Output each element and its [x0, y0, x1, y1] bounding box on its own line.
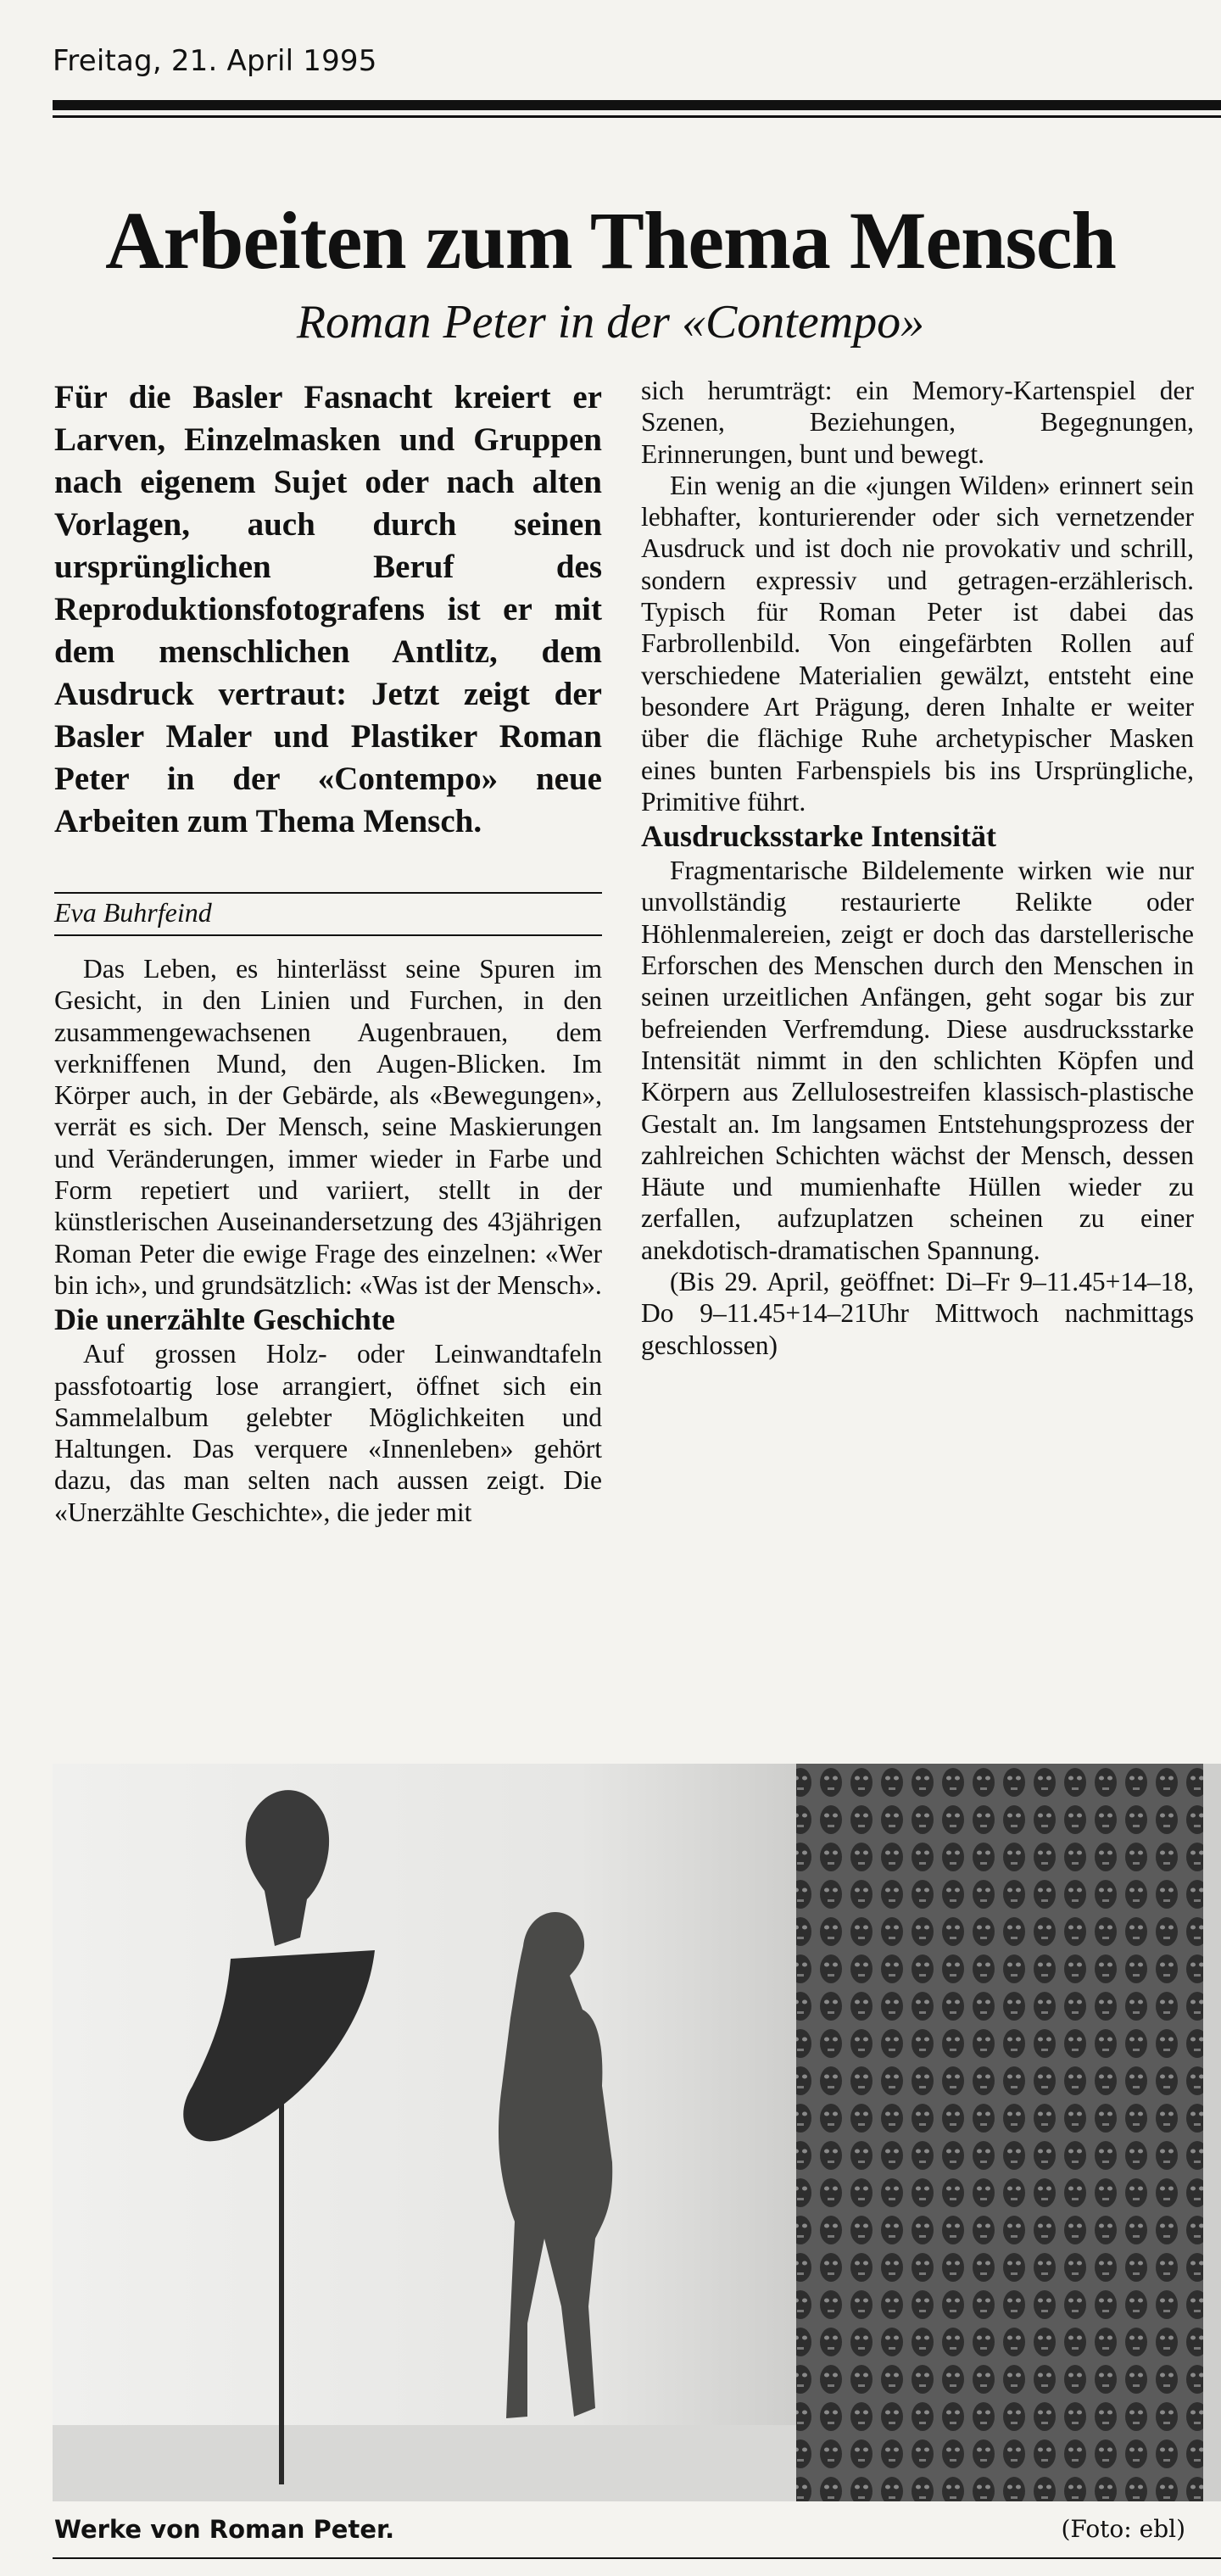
photo-caption: Werke von Roman Peter.: [54, 2515, 395, 2544]
lead-paragraph: Für die Basler Fasnacht kreiert er Larven, Einzelmasken und Gruppen nach eigenem Sujet oder nach alten Vorlagen, auch durch seinen ursprünglichen Beruf des Reproduktionsfotografens ist er mit dem menschlichen Antlitz, dem Ausdruck vertraut: Jetzt zeigt der Basler Maler und Plastiker Roman Peter in der «Contempo» neue Arbeiten zum Thema Mensch.: [54, 379, 602, 839]
author-rule-bottom: [54, 934, 602, 936]
author-byline: Eva Buhrfeind: [54, 897, 212, 928]
author-rule-top: [54, 892, 602, 894]
section-heading: Die unerzählte Geschichte: [54, 1302, 395, 1337]
body-paragraph: Das Leben, es hinterlässt seine Spuren im Gesicht, in den Linien und Furchen, in den zusammengewachsenen Augenbrauen, dem verkniffenen Mund, den Augen-Blicken. Im Körper auch, in der Gebärde, als «Bewegungen», verrät es sich. Der Mensch, seine Maskierungen und Veränderungen, immer wieder in Farbe und Form repetiert und variiert, stellt in der künstlerischen Auseinandersetzung des 43jährigen Roman Peter die ewige Frage des einzelnen: «Wer bin ich», und grundsätzlich: «Was ist der Mensch».: [54, 954, 602, 1300]
body-paragraph: Ein wenig an die «jungen Wilden» erinnert sein lebhafter, konturierender oder sich vernetzender Ausdruck und ist doch nie provokativ und schrill, sondern expressiv und getragen-erzählerisch. Typisch für Roman Peter ist dabei das Farbrollenbild. Von eingefärbten Rollen auf verschiedene Materialien gewälzt, entsteht eine besondere Art Prägung, deren Inhalte er weiter über die flächige Ruhe archetypischer Masken eines bunten Farbenspiels bis ins Ursprüngliche, Primitive führt.: [641, 470, 1194, 817]
article-headline: Arbeiten zum Thema Mensch: [105, 195, 1116, 286]
body-paragraph: Auf grossen Holz- oder Leinwandtafeln passfotoartig lose arrangiert, öffnet sich ein Sammelalbum gelebter Möglichkeiten und Haltungen. Das verquere «Innenleben» gehört dazu, das man selten nach aussen zeigt. Die «Unerzählte Geschichte», die jeder mit: [54, 1339, 602, 1527]
body-column-right: [641, 375, 1194, 1361]
dateline: Freitag, 21. April 1995: [53, 44, 377, 78]
section-heading: Ausdrucksstarke Intensität: [641, 819, 997, 854]
artwork-photo-illustration: [53, 1764, 1221, 2501]
body-paragraph: Fragmentarische Bildelemente wirken wie nur unvollständig restaurierte Relikte oder Höhlenmalereien, zeigt er doch das darstellerische Erforschen des Menschen durch den Menschen in seinen urzeitlichen Anfängen, geht sogar bis zur befreienden Verfremdung. Diese ausdrucksstarke Intensität nimmt in den schlichten Köpfen und Körpern aus Zellulosestreifen klassisch-plastische Gestalt an. Im langsamen Entstehungsprozess der zahlreichen Schichten wächst der Mensch, dessen Häute und mumienhafte Hüllen wieder zu zerfallen, aufzuplatzen scheinen zu einer anekdotisch-dramatischen Spannung.: [641, 856, 1194, 1265]
body-paragraph: sich herumträgt: ein Memory-Kartenspiel der Szenen, Beziehungen, Begegnungen, Erinnerungen, bunt und bewegt.: [641, 376, 1194, 469]
exhibition-info: (Bis 29. April, geöffnet: Di–Fr 9–11.45+14–18, Do 9–11.45+14–21Uhr Mittwoch nachmittags geschlossen): [641, 1267, 1194, 1360]
artwork-photo: [53, 1764, 1221, 2501]
article-subhead: Roman Peter in der «Contempo»: [296, 296, 925, 348]
header-rule-thin: [53, 115, 1221, 118]
photo-credit: (Foto: ebl): [1061, 2515, 1185, 2543]
body-column-left: [54, 953, 602, 1528]
caption-rule: [53, 2557, 1221, 2559]
header-rule-thick: [53, 100, 1221, 110]
